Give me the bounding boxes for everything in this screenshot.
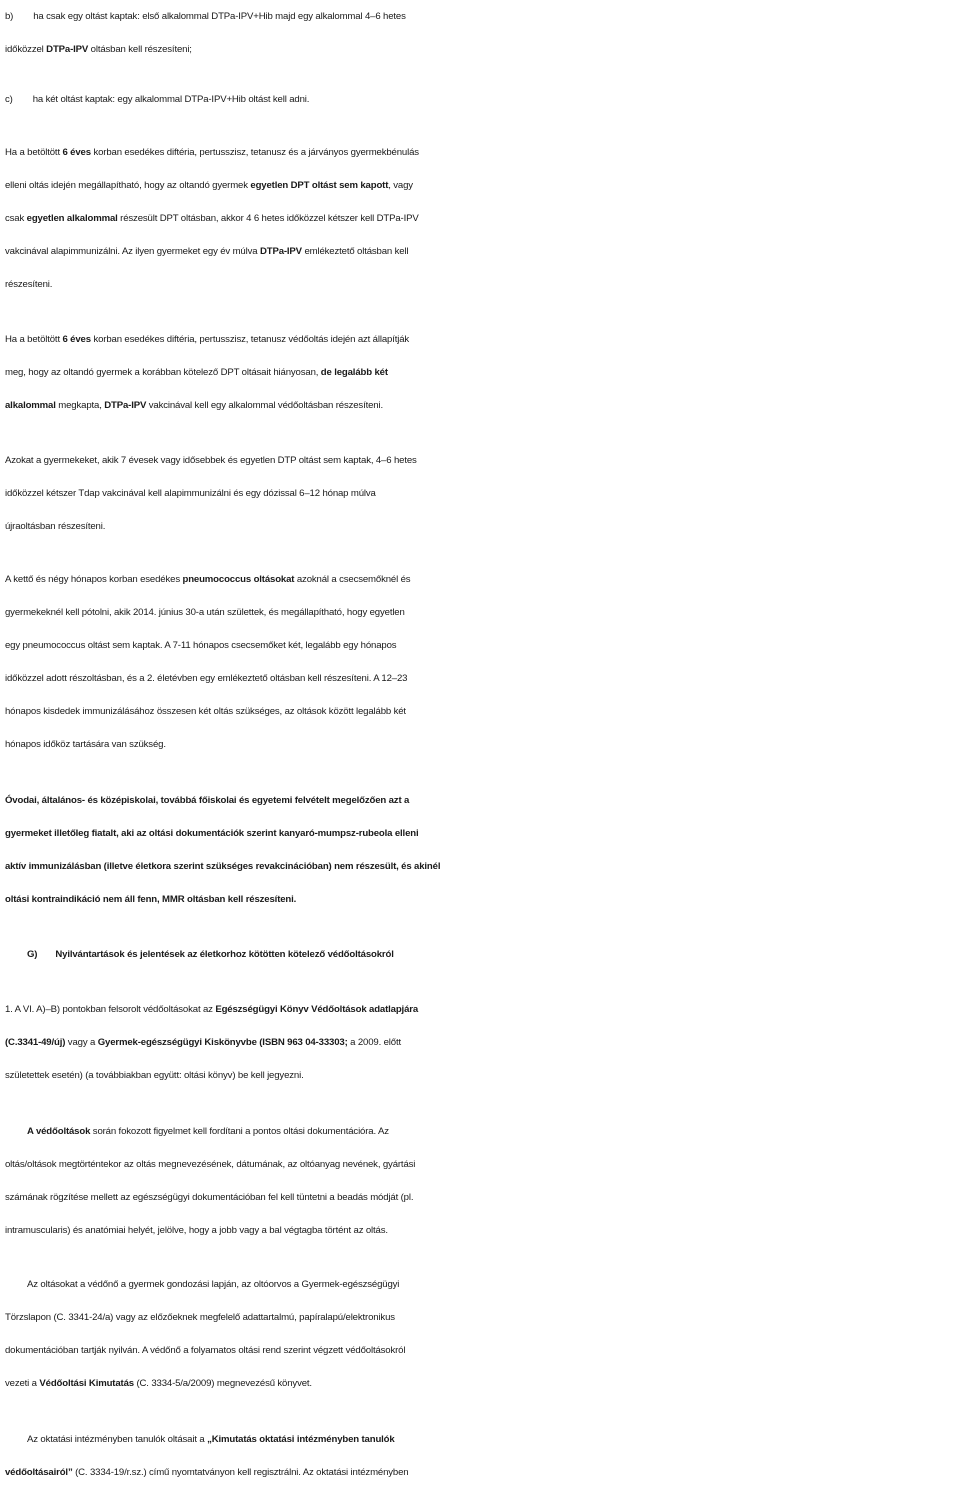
list-marker-b: b)	[5, 11, 14, 22]
text: csak	[5, 213, 27, 224]
paragraph-school-records	[5, 1423, 957, 1489]
paragraph-line: Törzslapon (C. 3341-24/a) vagy az előzőeknek megfelelő adattartalmú, papíralapú/elektronikus	[5, 1312, 395, 1323]
paragraph-line: Azokat a gyermekeket, akik 7 évesek vagy idősebbek és egyetlen DTP oltást sem kaptak, 4–6 hetes	[5, 455, 417, 466]
list-item-b-line-2	[5, 33, 957, 66]
paragraph-line	[5, 202, 957, 235]
paragraph-line: Az oltásokat a védőnő a gyermek gondozási lapján, az oltóorvos a Gyermek-egészségügyi	[27, 1279, 400, 1290]
paragraph-records	[5, 993, 957, 1092]
list-item-c-line-1	[5, 83, 957, 116]
paragraph-tdap	[5, 444, 957, 543]
section-heading	[5, 938, 957, 971]
paragraph-dpt-single	[5, 136, 957, 301]
text: azoknál a csecsemőknél és	[294, 574, 411, 585]
paragraph-nurse-records	[5, 1268, 957, 1400]
paragraph-line	[5, 323, 957, 356]
paragraph-line: részesíteni.	[5, 279, 53, 290]
text: A kettő és négy hónapos korban esedékes	[5, 574, 183, 585]
text: (C. 3334-19/r.sz.) című nyomtatványon kell regisztrálni. Az oktatási intézményben	[72, 1467, 409, 1478]
bold-text: de legalább két	[320, 367, 388, 378]
bold-text: „Kimutatás oktatási intézményben tanulók	[207, 1434, 395, 1445]
list-item-c	[5, 83, 957, 116]
paragraph-line	[5, 1026, 957, 1059]
section-marker: G)	[27, 949, 38, 960]
bold-text: Védőoltási Kimutatás	[39, 1378, 134, 1389]
paragraph-line	[5, 169, 957, 202]
paragraph-line: újraoltásban részesíteni.	[5, 521, 106, 532]
paragraph-line	[5, 563, 957, 596]
text: (C. 3334-5/a/2009) megnevezésű könyvet.	[133, 1378, 312, 1389]
text: meg, hogy az oltandó gyermek a korábban kötelező DPT oltásait hiányosan,	[5, 367, 321, 378]
paragraph-line: gyermekeknél kell pótolni, akik 2014. június 30-a után születtek, és megállapítható, hogy egyetlen	[5, 607, 405, 618]
bold-text: pneumococcus oltásokat	[182, 574, 295, 585]
list-item-b	[5, 0, 957, 66]
section-title: Nyilvántartások és jelentések az életkorhoz kötötten kötelező védőoltásokról	[55, 949, 394, 960]
paragraph-line: hónapos kisdedek immunizálásához összesen két oltás szükséges, az oltások között legalább két	[5, 706, 406, 717]
text: időközzel	[5, 44, 47, 55]
bold-text: egyetlen alkalommal	[26, 213, 118, 224]
text: vakcinával alapimmunizálni. Az ilyen gyermeket egy év múlva	[5, 246, 260, 257]
text: 1. A VI. A)–B) pontokban felsorolt védőoltásokat az	[5, 1004, 216, 1015]
paragraph-line	[5, 356, 957, 389]
paragraph-line	[5, 389, 957, 422]
paragraph-line: Óvodai, általános- és középiskolai, továbbá főiskolai és egyetemi felvételt megelőzően azt a	[5, 795, 410, 806]
text: ha két oltást kaptak: egy alkalommal DTPa-IPV+Hib oltást kell adni.	[32, 94, 310, 105]
bold-text: alkalommal	[5, 400, 56, 411]
text: vakcinával kell egy alkalommal védőoltásban részesíteni.	[146, 400, 383, 411]
bold-text: Gyermek-egészségügyi Kiskönyvbe (ISBN 963 04-33303;	[97, 1037, 348, 1048]
bold-text: (C.3341-49/új)	[5, 1037, 66, 1048]
paragraph-line: aktív immunizálásban (illetve életkora szerint szükséges revakcinációban) nem részesült, és akinél	[5, 861, 441, 872]
text: emlékeztető oltásban kell	[301, 246, 409, 257]
bold-text: DTPa-IPV	[46, 44, 89, 55]
bold-text: Egészségügyi Könyv Védőoltások adatlapjára	[215, 1004, 419, 1015]
paragraph-line	[5, 235, 957, 268]
bold-text: egyetlen DPT oltást sem kapott	[250, 180, 389, 191]
text: részesült DPT oltásban, akkor 4 6 hetes időközzel kétszer kell DTPa-IPV	[117, 213, 419, 224]
text: , vagy	[388, 180, 413, 191]
paragraph-line	[5, 993, 957, 1026]
paragraph-line	[5, 1115, 957, 1148]
paragraph-dpt-partial	[5, 323, 957, 422]
text: Ha a betöltött	[5, 147, 63, 158]
paragraph-line: gyermeket illetőleg fiatalt, aki az oltási dokumentációk szerint kanyaró-mumpsz-rubeola elleni	[5, 828, 419, 839]
text: korban esedékes diftéria, pertusszisz, tetanusz védőoltás idején azt állapítják	[90, 334, 410, 345]
paragraph-line: intramuscularis) és anatómiai helyét, jelölve, hogy a jobb vagy a bal végtagba történt az oltás.	[5, 1225, 388, 1236]
paragraph-line: oltás/oltások megtörténtekor az oltás megnevezésének, dátumának, az oltóanyag nevének, gyártási	[5, 1159, 416, 1170]
paragraph-line: időközzel adott részoltásban, és a 2. életévben egy emlékeztető oltásban kell részesíteni. A 12–23	[5, 673, 408, 684]
paragraph-line: születettek esetén) (a továbbiakban együtt: oltási könyv) be kell jegyezni.	[5, 1070, 304, 1081]
text: Az oktatási intézményben tanulók oltásait a	[27, 1434, 208, 1445]
paragraph-line	[5, 136, 957, 169]
text: Ha a betöltött	[5, 334, 63, 345]
paragraph-line: oltási kontraindikáció nem áll fenn, MMR oltásban kell részesíteni.	[5, 894, 297, 905]
bold-text: A védőoltások	[27, 1126, 91, 1137]
text: oltásban kell részesíteni;	[88, 44, 192, 55]
text: ha csak egy oltást kaptak: első alkalommal DTPa-IPV+Hib majd egy alkalommal 4–6 hetes	[33, 11, 406, 22]
section-heading-g	[5, 938, 957, 971]
list-item-b-line-1	[5, 0, 957, 33]
text: korban esedékes diftéria, pertusszisz, tetanusz és a járványos gyermekbénulás	[90, 147, 419, 158]
bold-text: DTPa-IPV	[104, 400, 147, 411]
paragraph-line: hónapos időköz tartására van szükség.	[5, 739, 166, 750]
text: elleni oltás idején megállapítható, hogy az oltandó gyermek	[5, 180, 251, 191]
text: megkapta,	[55, 400, 105, 411]
bold-text: 6 éves	[62, 334, 91, 345]
text: során fokozott figyelmet kell fordítani a pontos oltási dokumentációra. Az	[90, 1126, 389, 1137]
bold-text: védőoltásairól”	[5, 1467, 73, 1478]
paragraph-line: számának rögzítése mellett az egészségügyi dokumentációban fel kell tüntetni a beadás módját (pl.	[5, 1192, 414, 1203]
bold-text: DTPa-IPV	[259, 246, 302, 257]
paragraph-line	[5, 1423, 957, 1456]
paragraph-documentation	[5, 1115, 957, 1247]
paragraph-mmr	[5, 784, 957, 916]
text: vezeti a	[5, 1378, 40, 1389]
text: a 2009. előtt	[347, 1037, 401, 1048]
paragraph-line	[5, 1456, 957, 1489]
paragraph-line: dokumentációban tartják nyilván. A védőnő a folyamatos oltási rend szerint végzett védőoltásokról	[5, 1345, 406, 1356]
paragraph-line: időközzel kétszer Tdap vakcinával kell alapimmunizálni és egy dózissal 6–12 hónap múlva	[5, 488, 376, 499]
paragraph-line	[5, 1367, 957, 1400]
paragraph-pneumococcus	[5, 563, 957, 761]
list-marker-c: c)	[5, 94, 13, 105]
text: vagy a	[65, 1037, 98, 1048]
bold-text: 6 éves	[62, 147, 91, 158]
paragraph-line: egy pneumococcus oltást sem kaptak. A 7-11 hónapos csecsemőket két, legalább egy hónapos	[5, 640, 397, 651]
